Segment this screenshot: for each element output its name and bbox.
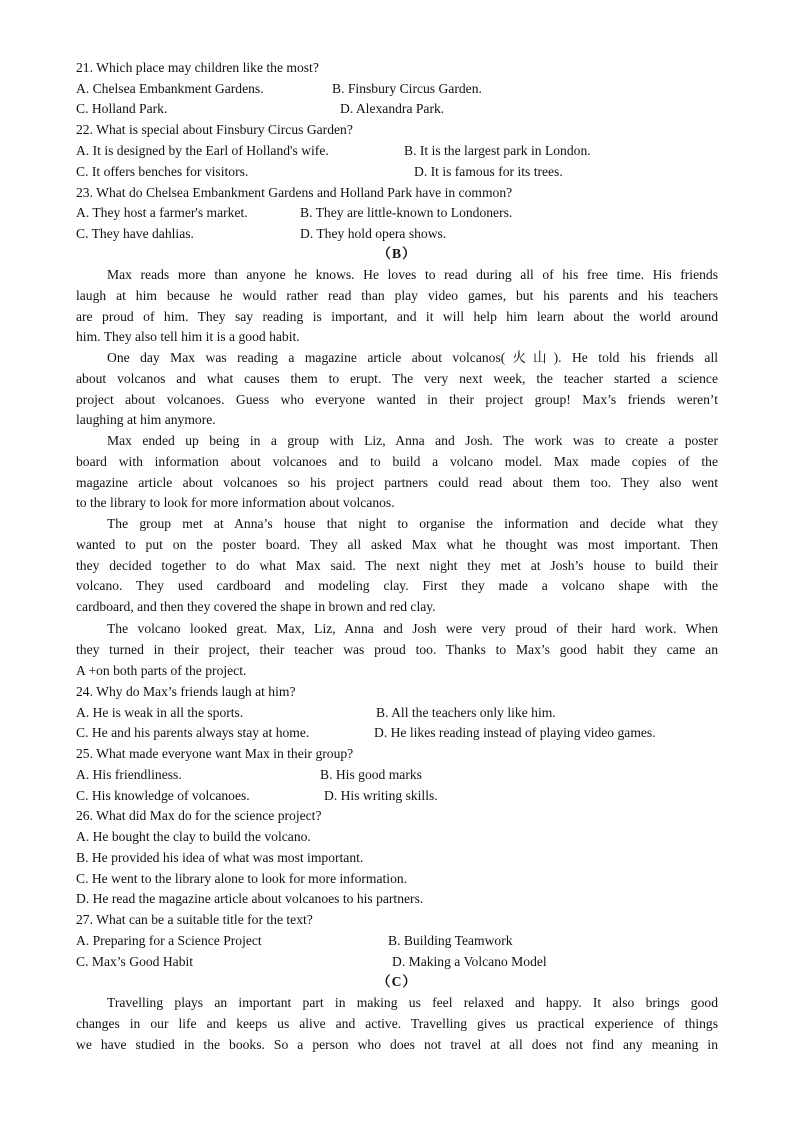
question-22-option-b: B. It is the largest park in London.: [404, 143, 591, 158]
passage-line: Max reads more than anyone he knows. He loves to read during all of his free time. His friends: [107, 267, 718, 282]
passage-line: laughing at him anymore.: [76, 412, 216, 428]
question-22-stem: 22. What is special about Finsbury Circus Garden?: [76, 122, 353, 137]
passage-b-paragraph-5: [76, 619, 718, 681]
question-25-stem: 25. What made everyone want Max in their group?: [76, 746, 354, 761]
question-23-option-c: C. They have dahlias.: [76, 226, 194, 241]
question-27-stem: 27. What can be a suitable title for the text?: [76, 912, 313, 927]
passage-line: Max ended up being in a group with Liz, Anna and Josh. The work was to create a poster: [107, 433, 718, 448]
question-24-option-b: B. All the teachers only like him.: [376, 705, 556, 720]
question-27-option-b: B. Building Teamwork: [388, 933, 513, 948]
passage-line: laugh at him because he would rather read than play video games, but his parents and his teachers: [76, 287, 718, 303]
question-21-option-b: B. Finsbury Circus Garden.: [332, 81, 482, 96]
passage-line: The group met at Anna’s house that night to organise the information and decide what they: [107, 516, 718, 531]
question-24-stem: 24. Why do Max’s friends laugh at him?: [76, 684, 296, 699]
question-26-option-b: B. He provided his idea of what was most important.: [76, 850, 364, 865]
question-23-option-b: B. They are little-known to Londoners.: [300, 205, 513, 220]
passage-line: to the library to look for more information about volcanos.: [76, 495, 395, 511]
passage-line: him. They also tell him it is a good habit.: [76, 329, 300, 345]
passage-line: wanted to put on the poster board. They all asked Max what he thought was most important. Then: [76, 536, 718, 552]
passage-line: project about volcanoes. Guess who everyone wanted in their project group! Max’s friends weren’t: [76, 391, 718, 407]
question-25-option-b: B. His good marks: [320, 767, 422, 782]
question-23-option-d: D. They hold opera shows.: [300, 226, 447, 241]
passage-line: One day Max was reading a magazine article about volcanos(火山). He told his friends all: [107, 350, 718, 365]
section-c-heading: （C）: [376, 974, 417, 989]
question-25-option-c: C. His knowledge of volcanoes.: [76, 788, 250, 803]
passage-line: The volcano looked great. Max, Liz, Anna and Josh were very proud of their hard work. When: [107, 621, 718, 636]
question-25-option-a: A. His friendliness.: [76, 767, 182, 782]
passage-line: about volcanos and what causes them to erupt. The very next week, the teacher started a science: [76, 370, 718, 386]
passage-line: Travelling plays an important part in making us feel relaxed and happy. It also brings good: [107, 995, 718, 1010]
question-27-option-a: A. Preparing for a Science Project: [76, 933, 262, 948]
question-27-option-d: D. Making a Volcano Model: [392, 954, 547, 969]
question-23-stem: 23. What do Chelsea Embankment Gardens and Holland Park have in common?: [76, 185, 513, 200]
passage-line: they turned in their project, their teacher was proud too. Thanks to Max’s good habit they came an: [76, 641, 718, 657]
passage-line: A +on both parts of the project.: [76, 662, 247, 678]
passage-c-paragraph-1: [76, 993, 718, 1055]
question-22-option-a: A. It is designed by the Earl of Holland's wife.: [76, 143, 329, 158]
passage-line: magazine article about volcanoes so his project partners could read about them too. They also went: [76, 474, 718, 490]
passage-b-paragraph-3: [76, 431, 718, 514]
passage-line: board with information about volcanoes and to build a volcano model. Max made copies of the: [76, 453, 718, 469]
question-24-option-a: A. He is weak in all the sports.: [76, 705, 244, 720]
question-24-option-c: C. He and his parents always stay at home.: [76, 725, 310, 740]
passage-line: are proud of him. They say reading is important, and it will help him learn about the world around: [76, 308, 718, 324]
question-22-option-c: C. It offers benches for visitors.: [76, 164, 249, 179]
question-23-option-a: A. They host a farmer's market.: [76, 205, 248, 220]
question-26-option-c: C. He went to the library alone to look for more information.: [76, 871, 408, 886]
passage-line: cardboard, and then they covered the shape in brown and red clay.: [76, 599, 436, 615]
question-26-option-a: A. He bought the clay to build the volcano.: [76, 829, 311, 844]
passage-b-paragraph-4: [76, 514, 718, 618]
question-27-option-c: C. Max’s Good Habit: [76, 954, 194, 969]
question-26-option-d: D. He read the magazine article about volcanoes to his partners.: [76, 891, 424, 906]
section-b-heading: （B）: [377, 246, 417, 261]
question-25-option-d: D. His writing skills.: [324, 788, 438, 803]
passage-line: they decided together to do what Max said. The next night they met at Josh’s house to build their: [76, 557, 718, 573]
question-21-option-d: D. Alexandra Park.: [340, 101, 445, 116]
question-21-option-a: A. Chelsea Embankment Gardens.: [76, 81, 264, 96]
question-24-option-d: D. He likes reading instead of playing video games.: [374, 725, 656, 740]
passage-line: we have studied in the books. So a person who does not travel at all does not find any meaning in: [76, 1036, 718, 1052]
passage-b-paragraph-1: [76, 265, 718, 348]
question-21-option-c: C. Holland Park.: [76, 101, 168, 116]
question-21-stem: 21. Which place may children like the most?: [76, 60, 319, 75]
passage-b-paragraph-2: [76, 348, 718, 431]
passage-line: changes in our life and keeps us alive and active. Travelling gives us practical experience of things: [76, 1015, 718, 1031]
question-22-option-d: D. It is famous for its trees.: [414, 164, 563, 179]
passage-line: volcano. They used cardboard and modeling clay. First they made a volcano shape with the: [76, 578, 718, 594]
question-26-stem: 26. What did Max do for the science project?: [76, 808, 322, 823]
